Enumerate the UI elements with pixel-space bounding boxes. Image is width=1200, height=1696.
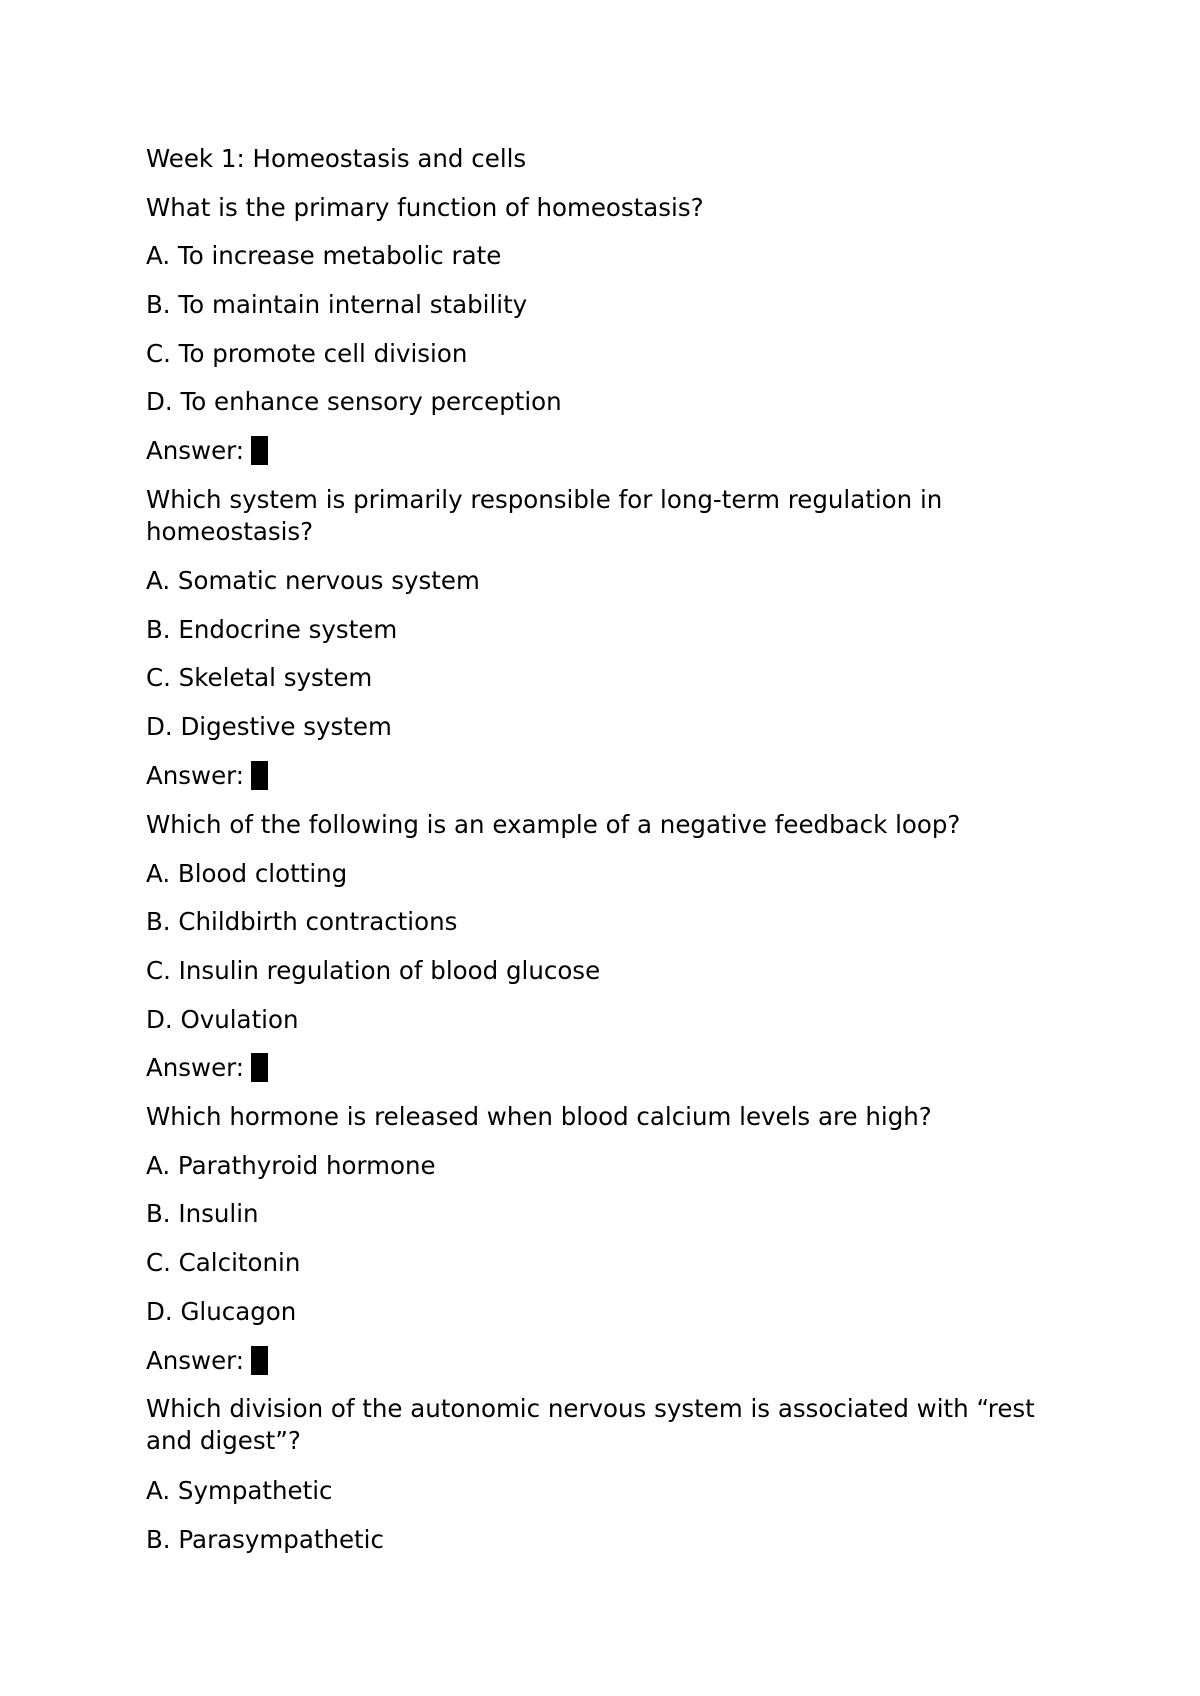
answer-line bbox=[146, 1052, 1056, 1084]
answer-option: A. Somatic nervous system bbox=[146, 566, 480, 595]
question-text: Which system is primarily responsible for long-term regulation in homeostasis? bbox=[146, 485, 943, 546]
answer-option: C. Calcitonin bbox=[146, 1248, 301, 1277]
answer-option: A. To increase metabolic rate bbox=[146, 241, 502, 270]
answer-option: C. Insulin regulation of blood glucose bbox=[146, 956, 601, 985]
answer-label: Answer: bbox=[146, 436, 245, 465]
answer-label: Answer: bbox=[146, 1346, 245, 1375]
answer-option: B. To maintain internal stability bbox=[146, 290, 528, 319]
answer-option: C. Skeletal system bbox=[146, 663, 373, 692]
answer-line bbox=[146, 1345, 1056, 1377]
answer-option: D. To enhance sensory perception bbox=[146, 387, 562, 416]
question-text: Which division of the autonomic nervous system is associated with “rest and digest”? bbox=[146, 1394, 1035, 1455]
answer-option: A. Sympathetic bbox=[146, 1476, 333, 1505]
answer-option: D. Glucagon bbox=[146, 1297, 297, 1326]
answer-option: A. Parathyroid hormone bbox=[146, 1151, 436, 1180]
answer-option: D. Ovulation bbox=[146, 1005, 299, 1034]
redacted-answer-box bbox=[251, 761, 268, 790]
redacted-answer-box bbox=[251, 436, 268, 465]
answer-option: B. Childbirth contractions bbox=[146, 907, 458, 936]
answer-option: C. To promote cell division bbox=[146, 339, 468, 368]
question-text: Which hormone is released when blood calcium levels are high? bbox=[146, 1102, 932, 1131]
answer-label: Answer: bbox=[146, 1053, 245, 1082]
redacted-answer-box bbox=[251, 1053, 268, 1082]
answer-label: Answer: bbox=[146, 761, 245, 790]
answer-option: D. Digestive system bbox=[146, 712, 392, 741]
answer-option: B. Insulin bbox=[146, 1199, 259, 1228]
answer-option: B. Endocrine system bbox=[146, 615, 398, 644]
redacted-answer-box bbox=[251, 1346, 268, 1375]
answer-line bbox=[146, 435, 1056, 467]
answer-option: B. Parasympathetic bbox=[146, 1525, 384, 1554]
answer-line bbox=[146, 760, 1056, 792]
document-title: Week 1: Homeostasis and cells bbox=[146, 144, 527, 173]
question-text: Which of the following is an example of a negative feedback loop? bbox=[146, 810, 961, 839]
question-text: What is the primary function of homeostasis? bbox=[146, 193, 704, 222]
answer-option: A. Blood clotting bbox=[146, 859, 348, 888]
